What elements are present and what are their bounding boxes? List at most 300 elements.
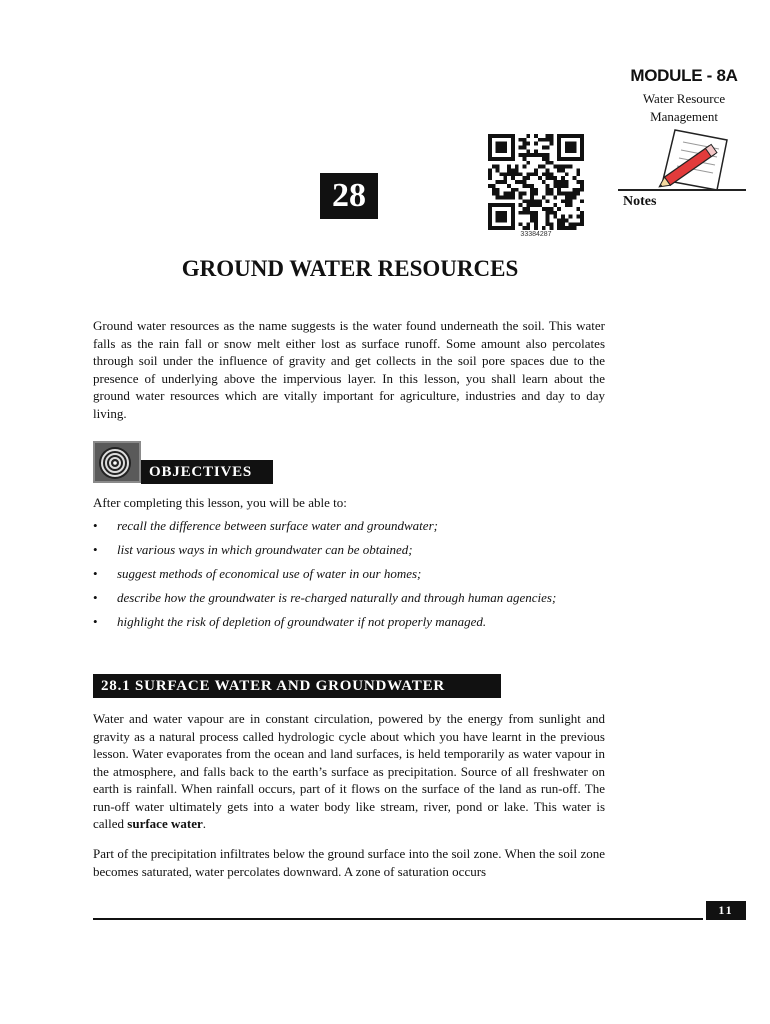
qr-module [576, 188, 580, 192]
qr-module [526, 203, 530, 207]
qr-module [500, 218, 504, 222]
qr-module [569, 195, 573, 199]
qr-module [503, 172, 507, 176]
qr-module [488, 218, 492, 222]
qr-module [526, 134, 530, 138]
qr-module [523, 165, 527, 169]
qr-module [488, 226, 492, 230]
qr-module [542, 153, 546, 157]
section-paragraph-2: Part of the precipitation infiltrates below the ground surface into the soil zone. When the soil zone becomes saturated, water percolates downward. A zone of saturation occurs [93, 846, 605, 879]
qr-module [523, 157, 527, 161]
qr-module [507, 172, 511, 176]
qr-module [580, 146, 584, 150]
qr-module [565, 165, 569, 169]
qr-module [534, 153, 538, 157]
subject-line-1: Water Resource [642, 91, 726, 106]
qr-module [576, 215, 580, 219]
qr-module [561, 169, 565, 173]
qr-module [488, 215, 492, 219]
qr-module [534, 199, 538, 203]
qr-module [511, 146, 515, 150]
bullet-icon: • [93, 518, 98, 533]
qr-module [565, 203, 569, 207]
qr-module [538, 203, 542, 207]
qr-module [546, 218, 550, 222]
qr-module [496, 215, 500, 219]
list-item [93, 613, 605, 630]
qr-module [500, 157, 504, 161]
qr-module [580, 153, 584, 157]
qr-module [523, 192, 527, 196]
qr-module [500, 134, 504, 138]
qr-module [503, 218, 507, 222]
qr-module [526, 176, 530, 180]
qr-module [561, 184, 565, 188]
qr-module [546, 211, 550, 215]
qr-module [488, 222, 492, 226]
qr-module [492, 134, 496, 138]
qr-module [580, 157, 584, 161]
qr-module [565, 226, 569, 230]
qr-module [496, 203, 500, 207]
qr-module [569, 149, 573, 153]
qr-module [515, 169, 519, 173]
qr-module [561, 157, 565, 161]
qr-module [557, 146, 561, 150]
subject-line-2: Management [650, 109, 718, 124]
para1-text: Water and water vapour are in constant circulation, powered by the energy from sunlight and gravity as a natural process called hydrologic cycle about which you have learnt in the previous lesson. Water evaporates from the ocean and land surfaces, is held temporarily as water vapour in the atmosphere, and falls back to the earth’s surface as precipitation. Source of all freshwater on earth is rainfall. When rainfall occurs, part of it flows on the surface of the land as run-off. The run-off water ultimately gets into a water body like stream, river, pond or lake. This water is called [93, 711, 605, 831]
qr-module [549, 192, 553, 196]
qr-module [546, 134, 550, 138]
qr-module [519, 222, 523, 226]
qr-module [496, 192, 500, 196]
qr-module [549, 211, 553, 215]
qr-module [576, 180, 580, 184]
qr-module [511, 157, 515, 161]
qr-module [553, 165, 557, 169]
qr-module [572, 188, 576, 192]
qr-module [553, 176, 557, 180]
qr-module [515, 172, 519, 176]
qr-module [503, 180, 507, 184]
qr-module [534, 222, 538, 226]
objective-text: highlight the risk of depletion of groundwater if not properly managed. [117, 614, 487, 629]
qr-module [507, 157, 511, 161]
qr-module [519, 195, 523, 199]
qr-module [542, 180, 546, 184]
qr-module [565, 192, 569, 196]
bullet-icon: • [93, 566, 98, 581]
qr-module [534, 142, 538, 146]
qr-module [507, 226, 511, 230]
qr-module [580, 199, 584, 203]
qr-module [561, 192, 565, 196]
qr-module [523, 142, 527, 146]
qr-module [565, 146, 569, 150]
qr-module [542, 146, 546, 150]
bullet-icon: • [93, 614, 98, 629]
qr-module [546, 146, 550, 150]
qr-module [519, 211, 523, 215]
qr-module [492, 165, 496, 169]
qr-module [538, 176, 542, 180]
qr-module [542, 157, 546, 161]
qr-module [534, 188, 538, 192]
qr-module [576, 134, 580, 138]
qr-module [572, 176, 576, 180]
qr-module [580, 142, 584, 146]
qr-module [546, 161, 550, 165]
qr-module [534, 172, 538, 176]
qr-module [492, 184, 496, 188]
qr-module [526, 207, 530, 211]
qr-module [526, 226, 530, 230]
qr-module [542, 226, 546, 230]
objective-text: list various ways in which groundwater can be obtained; [117, 542, 413, 557]
qr-module [557, 180, 561, 184]
qr-module [565, 142, 569, 146]
qr-module [569, 226, 573, 230]
qr-module [511, 222, 515, 226]
intro-paragraph: Ground water resources as the name suggests is the water found underneath the soil. This water falls as the rain fall or snow melt either lost as surface runoff. Some amount also percolates through soil under the influence of gravity and get collects in the soil pore spaces due to the presence of underlying above the impervious layer. In this lesson, you shall learn about the ground water resources which are vitally important for agriculture, industries and day to day living. [93, 318, 605, 421]
objectives-list [93, 517, 605, 637]
qr-module [526, 149, 530, 153]
qr-module [549, 172, 553, 176]
objectives-lead: After completing this lesson, you will be able to: [93, 495, 347, 510]
qr-module [496, 195, 500, 199]
qr-module [530, 184, 534, 188]
qr-module [561, 165, 565, 169]
qr-module [576, 157, 580, 161]
qr-module [530, 192, 534, 196]
qr-module [538, 165, 542, 169]
qr-module [496, 218, 500, 222]
qr-module [538, 138, 542, 142]
qr-module [542, 195, 546, 199]
qr-module [557, 184, 561, 188]
qr-module [511, 226, 515, 230]
qr-module [580, 184, 584, 188]
qr-module [569, 142, 573, 146]
qr-module [572, 146, 576, 150]
qr-module [542, 138, 546, 142]
qr-module [511, 207, 515, 211]
list-item [93, 589, 605, 606]
qr-module [565, 149, 569, 153]
pencil-note-icon [655, 128, 730, 193]
qr-module [542, 165, 546, 169]
qr-module [492, 188, 496, 192]
qr-module [549, 138, 553, 142]
qr-module [546, 188, 550, 192]
qr-module [523, 207, 527, 211]
qr-module [553, 203, 557, 207]
qr-module [503, 195, 507, 199]
spiral-target-icon [93, 441, 141, 483]
qr-module [580, 188, 584, 192]
qr-module [546, 192, 550, 196]
qr-module [546, 184, 550, 188]
qr-module [488, 138, 492, 142]
qr-module [530, 195, 534, 199]
qr-module [519, 146, 523, 150]
qr-module [526, 199, 530, 203]
notes-label: Notes [623, 194, 657, 209]
qr-module [580, 138, 584, 142]
qr-module [488, 142, 492, 146]
qr-module [511, 215, 515, 219]
qr-module [503, 142, 507, 146]
qr-module [534, 149, 538, 153]
qr-module [549, 176, 553, 180]
qr-module [488, 134, 492, 138]
qr-module [511, 218, 515, 222]
qr-module [576, 169, 580, 173]
qr-module [500, 172, 504, 176]
qr-module [530, 218, 534, 222]
qr-module [572, 226, 576, 230]
qr-module [572, 192, 576, 196]
qr-module [500, 226, 504, 230]
qr-module [488, 157, 492, 161]
qr-module [511, 149, 515, 153]
list-item [93, 541, 605, 558]
qr-module [500, 149, 504, 153]
qr-module [496, 211, 500, 215]
qr-module [515, 180, 519, 184]
qr-module [569, 157, 573, 161]
qr-module [507, 203, 511, 207]
qr-module [569, 146, 573, 150]
qr-module [488, 207, 492, 211]
qr-module [580, 134, 584, 138]
qr-module [488, 211, 492, 215]
qr-module [523, 153, 527, 157]
qr-module [580, 149, 584, 153]
qr-module [576, 192, 580, 196]
qr-module [546, 153, 550, 157]
qr-module [549, 222, 553, 226]
qr-module [557, 226, 561, 230]
qr-module [496, 226, 500, 230]
qr-module [511, 169, 515, 173]
qr-module [523, 146, 527, 150]
page-title: GROUND WATER RESOURCES [181, 256, 519, 281]
qr-module [530, 203, 534, 207]
objective-text: describe how the groundwater is re-charged naturally and through human agencies; [117, 590, 557, 605]
qr-module [511, 138, 515, 142]
objective-text: recall the difference between surface water and groundwater; [117, 518, 438, 533]
qr-module [561, 134, 565, 138]
qr-module [569, 199, 573, 203]
section-paragraph-1 [93, 710, 605, 833]
qr-module [511, 134, 515, 138]
qr-module [561, 199, 565, 203]
qr-module [500, 203, 504, 207]
qr-module [546, 222, 550, 226]
qr-module [503, 215, 507, 219]
qr-module [507, 192, 511, 196]
qr-module [580, 180, 584, 184]
qr-module [503, 211, 507, 215]
qr-module [549, 226, 553, 230]
qr-module [561, 215, 565, 219]
qr-module [538, 153, 542, 157]
qr-module [557, 169, 561, 173]
qr-module [523, 176, 527, 180]
qr-module [572, 195, 576, 199]
qr-module [488, 149, 492, 153]
qr-module [572, 149, 576, 153]
qr-module [557, 188, 561, 192]
qr-module [526, 211, 530, 215]
qr-module [511, 203, 515, 207]
qr-module [488, 184, 492, 188]
qr-module [515, 188, 519, 192]
qr-module [492, 226, 496, 230]
qr-module [500, 211, 504, 215]
qr-module [576, 222, 580, 226]
qr-module [503, 192, 507, 196]
qr-module [511, 172, 515, 176]
qr-module [500, 195, 504, 199]
qr-module [503, 176, 507, 180]
qr-code[interactable] [488, 134, 584, 230]
qr-module [580, 211, 584, 215]
qr-module [534, 203, 538, 207]
qr-module [503, 157, 507, 161]
qr-module [496, 142, 500, 146]
qr-module [534, 226, 538, 230]
qr-module [553, 184, 557, 188]
qr-module [530, 199, 534, 203]
qr-module [492, 157, 496, 161]
qr-module [549, 142, 553, 146]
qr-module [561, 226, 565, 230]
qr-module [488, 172, 492, 176]
qr-module [565, 180, 569, 184]
qr-module [569, 215, 573, 219]
qr-module [561, 222, 565, 226]
objective-text: suggest methods of economical use of water in our homes; [117, 566, 422, 581]
qr-module [557, 165, 561, 169]
qr-module [496, 149, 500, 153]
qr-module [530, 188, 534, 192]
qr-module [523, 138, 527, 142]
qr-module [546, 169, 550, 173]
module-label: MODULE - 8A [630, 66, 738, 85]
qr-module [569, 134, 573, 138]
qr-module [523, 184, 527, 188]
objectives-heading: OBJECTIVES [141, 460, 273, 484]
qr-module [534, 192, 538, 196]
qr-module [507, 169, 511, 173]
qr-module [523, 211, 527, 215]
qr-module [569, 222, 573, 226]
qr-module [546, 215, 550, 219]
qr-module [572, 142, 576, 146]
qr-module [565, 195, 569, 199]
qr-module [503, 149, 507, 153]
qr-module [488, 203, 492, 207]
qr-module [553, 195, 557, 199]
section-heading: 28.1 SURFACE WATER AND GROUNDWATER [93, 674, 501, 698]
qr-module [507, 195, 511, 199]
qr-module [534, 215, 538, 219]
qr-module [507, 184, 511, 188]
qr-module [507, 165, 511, 169]
qr-module [496, 188, 500, 192]
qr-module [511, 188, 515, 192]
qr-module [500, 146, 504, 150]
qr-module [569, 203, 573, 207]
notes-rule [618, 189, 746, 191]
qr-module [557, 218, 561, 222]
bullet-icon: • [93, 542, 98, 557]
qr-module [519, 172, 523, 176]
bullet-icon: • [93, 590, 98, 605]
qr-module [565, 134, 569, 138]
qr-module [503, 134, 507, 138]
qr-module [542, 207, 546, 211]
footer-rule [93, 918, 703, 920]
qr-module [553, 215, 557, 219]
qr-module [496, 165, 500, 169]
qr-module [496, 157, 500, 161]
chapter-number: 28 [320, 173, 378, 219]
qr-module [549, 188, 553, 192]
qr-module [496, 180, 500, 184]
qr-module [507, 134, 511, 138]
qr-caption: 33384287 [520, 231, 552, 238]
qr-module [553, 180, 557, 184]
qr-module [492, 192, 496, 196]
qr-module [572, 157, 576, 161]
qr-module [576, 172, 580, 176]
surface-water-term: surface water [127, 816, 203, 831]
qr-module [530, 153, 534, 157]
qr-module [496, 134, 500, 138]
qr-module [519, 138, 523, 142]
qr-module [549, 134, 553, 138]
qr-module [549, 207, 553, 211]
qr-module [519, 180, 523, 184]
list-item [93, 565, 605, 582]
subject-label [628, 90, 740, 126]
list-item [93, 517, 605, 534]
qr-module [519, 153, 523, 157]
qr-module [565, 199, 569, 203]
qr-module [534, 211, 538, 215]
qr-module [565, 172, 569, 176]
qr-module [569, 165, 573, 169]
qr-module [530, 211, 534, 215]
qr-module [546, 172, 550, 176]
qr-module [523, 199, 527, 203]
qr-module [557, 222, 561, 226]
qr-module [569, 192, 573, 196]
qr-module [557, 157, 561, 161]
qr-module [519, 192, 523, 196]
qr-module [526, 161, 530, 165]
qr-module [526, 172, 530, 176]
qr-module [534, 134, 538, 138]
qr-module [503, 146, 507, 150]
qr-module [523, 226, 527, 230]
qr-module [500, 180, 504, 184]
qr-module [538, 199, 542, 203]
qr-module [557, 134, 561, 138]
